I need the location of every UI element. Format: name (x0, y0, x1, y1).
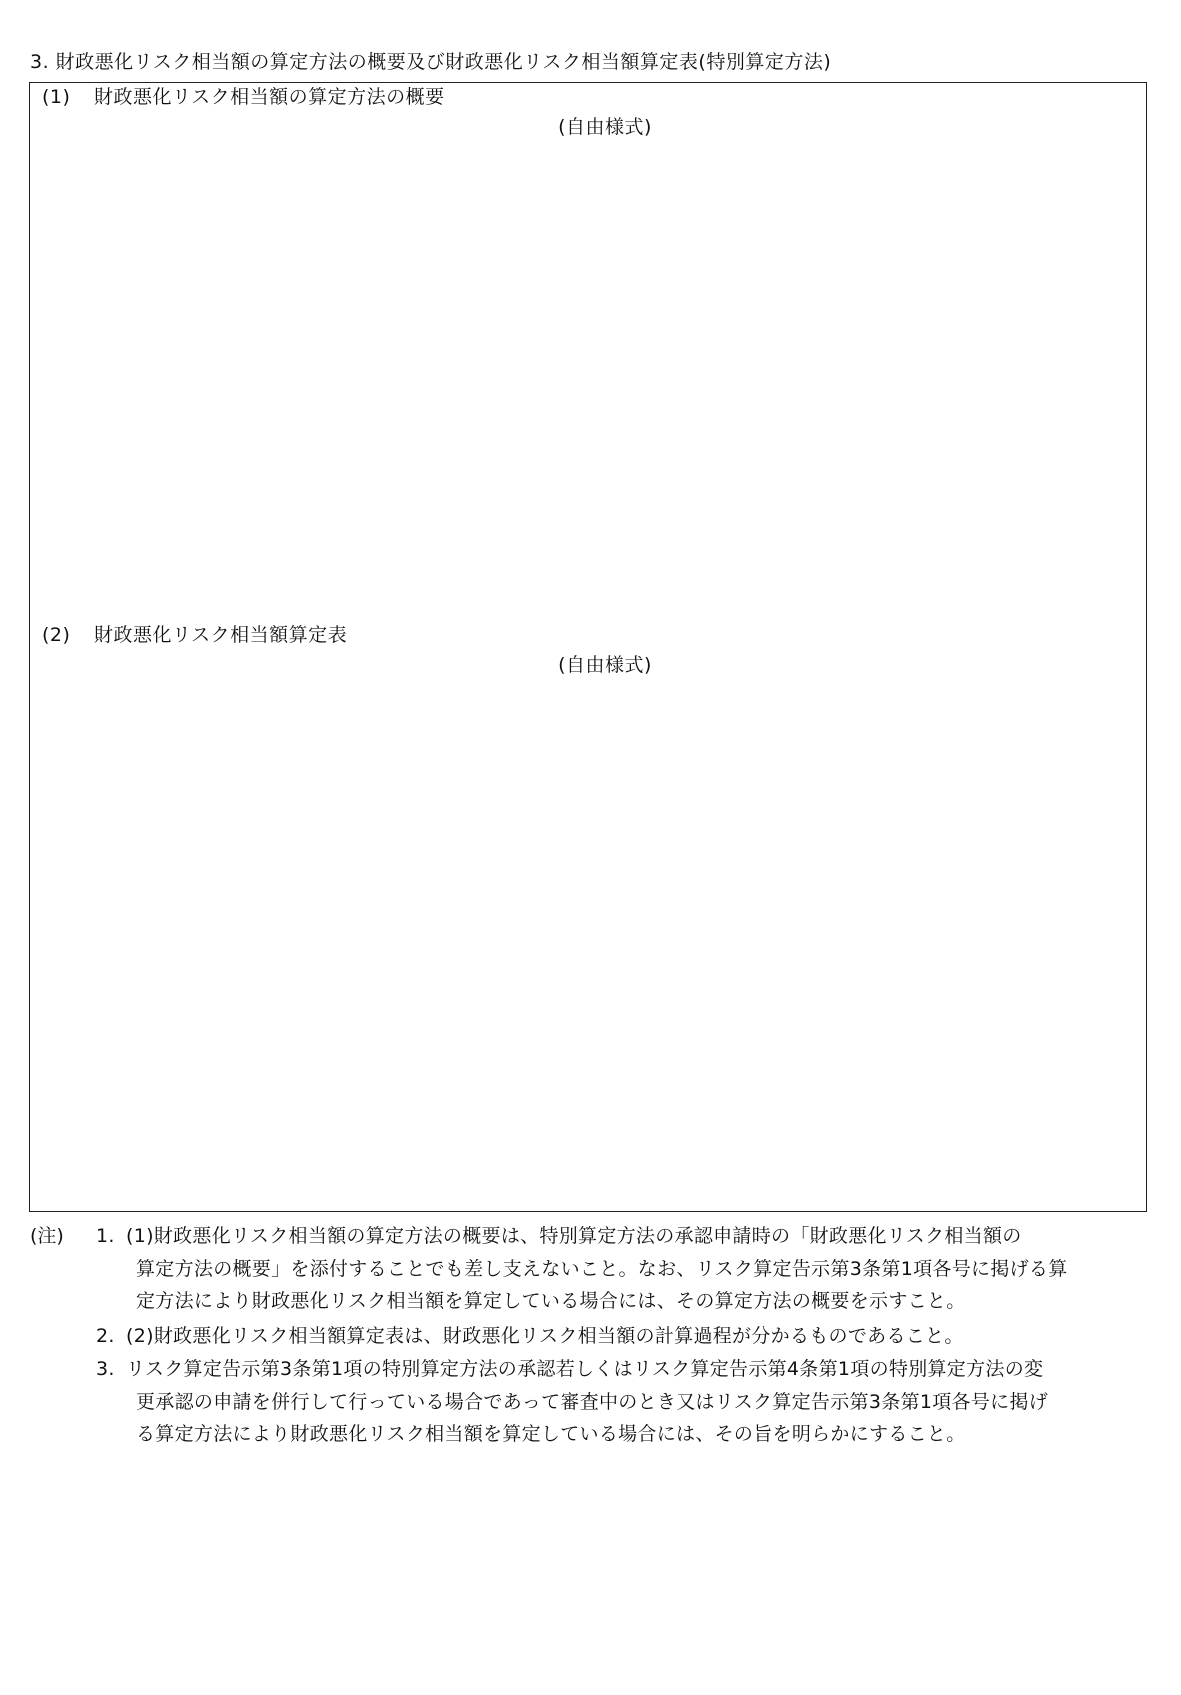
note-item-1 (96, 1220, 1156, 1318)
note-3-line-2: 更承認の申請を併行して行っている場合であって審査中のとき又はリスク算定告示第3条第1項各号に掲げ (136, 1390, 1049, 1413)
section-1-title: 財政悪化リスク相当額の算定方法の概要 (94, 86, 445, 108)
section-1-number: (1) (42, 86, 71, 108)
section-2-format-note: (自由様式) (558, 654, 652, 676)
section-1-heading (42, 85, 445, 109)
form-box (29, 82, 1147, 1212)
note-2-text-1: (2)財政悪化リスク相当額算定表は、財政悪化リスク相当額の計算過程が分かるものであること。 (126, 1325, 964, 1347)
section-1-format-note: (自由様式) (558, 116, 652, 138)
section-2-title: 財政悪化リスク相当額算定表 (94, 624, 348, 646)
document-title: 3. 財政悪化リスク相当額の算定方法の概要及び財政悪化リスク相当額算定表(特別算定方法) (30, 51, 832, 73)
note-1-number: 1. (96, 1225, 115, 1247)
note-item-2 (96, 1320, 1156, 1353)
note-1-line-3: 定方法により財政悪化リスク相当額を算定している場合には、その算定方法の概要を示すこと。 (136, 1290, 966, 1312)
note-3-number: 3. (96, 1358, 115, 1380)
note-3-line-3: る算定方法により財政悪化リスク相当額を算定している場合には、その旨を明らかにすること。 (136, 1423, 966, 1445)
note-1-line-2: 算定方法の概要」を添付することでも差し支えないこと。なお、リスク算定告示第3条第1項各号に掲げる算 (136, 1257, 1068, 1280)
section-2-number: (2) (42, 624, 71, 646)
note-3-text-1: リスク算定告示第3条第1項の特別算定方法の承認若しくはリスク算定告示第4条第1項の特別算定方法の変 (126, 1358, 1044, 1380)
note-item-3 (96, 1353, 1156, 1451)
note-3-line-1 (96, 1353, 1156, 1386)
note-2-number: 2. (96, 1325, 115, 1347)
notes-label: (注) (30, 1225, 64, 1247)
note-1-text-1: (1)財政悪化リスク相当額の算定方法の概要は、特別算定方法の承認申請時の「財政悪化リスク相当額の (126, 1225, 1022, 1247)
note-1-line-1 (96, 1220, 1156, 1253)
section-2-heading (42, 623, 347, 647)
note-2-line-1 (96, 1320, 1156, 1353)
